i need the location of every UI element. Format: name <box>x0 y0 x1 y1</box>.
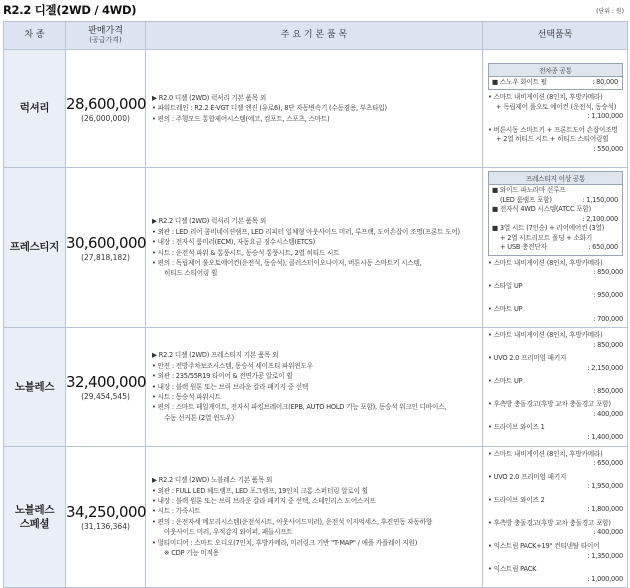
option-label: • 스마트 내비게이션 (8인치, 후방카메라) <box>488 93 603 102</box>
option-label: • 후측방 충돌경고(후방 교차 충돌경고 포함) <box>488 518 611 527</box>
option-item <box>488 565 623 584</box>
feature-line: • 편의 : 주행모드 통합제어시스템(에코, 컴포트, 스포츠, 스마트) <box>152 114 330 123</box>
table-row <box>4 328 628 446</box>
price-cell <box>66 446 146 588</box>
package-item-label: ■ 와이드 파노라마 선루프 <box>492 186 566 194</box>
header-price-sub: (공급가격) <box>89 35 122 44</box>
option-item <box>488 400 623 419</box>
feature-line: 히티드 스티어링 휠 <box>164 269 218 278</box>
package-item-label: + 2열 시트리모트 폴딩 + 소화기 <box>500 233 592 242</box>
option-label: • 스마트 내비게이션 (8인치, 후방카메라) <box>488 331 603 340</box>
table-row <box>4 50 628 168</box>
package-item-price: : 1,150,000 <box>582 195 618 204</box>
header-trim: 차 종 <box>4 22 66 50</box>
option-item <box>488 450 623 469</box>
feature-line: • 시트 : 가죽시트 <box>152 507 201 516</box>
feature-line: • 외관 : LED 리어 콤비네이션램프, LED 리피터 일체형 아웃사이드 미러, 루프랙, 도어손잡이 조명(프론트 도어) <box>152 227 460 236</box>
feature-line: • 파워트레인 : R2.2 E-VGT 디젤 엔진 (유로6), 8단 자동변속기 (수동겸용, 부츠타입) <box>152 104 387 113</box>
options-cell <box>483 328 628 446</box>
package-item-label: (LED 룸램프 포함) <box>500 195 552 204</box>
option-label: • 익스트림 PACK+19" 컨티넨탈 타이어 <box>488 541 600 550</box>
option-item <box>488 519 623 538</box>
sale-price: 30,600,000 <box>66 233 146 252</box>
option-label: • 드라이브 와이즈 1 <box>488 423 545 432</box>
package-body <box>489 185 622 255</box>
package-item <box>492 205 618 215</box>
option-price: : 1,350,000 <box>587 551 623 560</box>
package-item-price: : 80,000 <box>592 77 618 86</box>
page-title: R2.2 디젤(2WD / 4WD) <box>3 3 137 17</box>
feature-line: • 외관 : FULL LED 헤드램프, LED 포그램프, 19인치 크롬 스퍼터링 알로이 휠 <box>152 486 368 495</box>
package-item <box>492 224 618 234</box>
feature-line: 수동 선커튼 (2열 윈도우) <box>164 413 234 422</box>
package-box <box>488 63 623 91</box>
package-item <box>492 243 618 253</box>
option-label: + 2열 히티드 시트 + 히티드 스티어링휠 <box>496 135 609 144</box>
options-cell <box>483 50 628 168</box>
option-label: • 스마트 UP <box>488 377 523 386</box>
option-price: : 650,000 <box>593 459 623 468</box>
supply-price: (29,454,545) <box>81 391 130 401</box>
option-price: : 850,000 <box>593 386 623 395</box>
option-price: : 700,000 <box>593 314 623 323</box>
supply-price: (27,818,182) <box>81 252 130 262</box>
package-item <box>492 215 618 225</box>
feature-line: • 내장 : 블랙 원톤 또는 브릭 브라운 칼라 패키지 중 선택 <box>152 382 309 391</box>
supply-price: (31,136,364) <box>81 521 130 531</box>
feature-line: • 편의 : 운전자세 메모리시스템(운전석시트, 아웃사이드미러), 운전석 이지억세스, 후진연동 자동하향 <box>152 517 432 526</box>
option-label: • 후측방 충돌경고(후방 교차 충돌경고 포함) <box>488 400 611 409</box>
option-item <box>488 496 623 515</box>
sale-price: 34,250,000 <box>66 502 146 521</box>
feature-line: ▶ R2.2 디젤 (2WD) 노블레스 기본 품목 외 <box>152 476 273 485</box>
feature-line: • 멀티미디어 : 스마트 오디오(7인치, 후방카메라, 미러링크 기반 "T-MAP" / 애플 카플레이 지원) <box>152 538 418 547</box>
sale-price: 28,600,000 <box>66 94 146 113</box>
price-table <box>3 21 628 588</box>
package-header: 전차종 공통 <box>489 64 622 77</box>
price-cell <box>66 328 146 446</box>
option-price: : 1,800,000 <box>587 505 623 514</box>
option-item <box>488 126 623 155</box>
option-price: : 400,000 <box>593 409 623 418</box>
option-label: • 익스트림 PACK <box>488 565 537 574</box>
package-item-label: + USB 충전단자 <box>500 243 547 252</box>
package-item-price: : 2,100,000 <box>582 214 618 223</box>
option-price: : 1,400,000 <box>587 433 623 442</box>
option-item <box>488 473 623 492</box>
option-price: : 1,100,000 <box>587 112 623 121</box>
unit-label: (단위 : 원) <box>596 8 624 15</box>
price-cell <box>66 168 146 328</box>
trim-name: 노블레스 스페셜 <box>4 446 66 588</box>
feature-line: ▶ R2.2 디젤 (2WD) 럭셔리 기본 품목 외 <box>152 217 267 226</box>
table-body <box>4 50 628 588</box>
option-item <box>488 542 623 561</box>
feature-line: • 시트 : 운전석 파워 & 통풍시트, 동승석 통풍시트, 2열 히티드 시트 <box>152 248 340 257</box>
header-row <box>4 22 628 50</box>
feature-line: ※ CDP 기능 미적용 <box>164 549 219 558</box>
option-item <box>488 423 623 442</box>
option-price: : 2,150,000 <box>587 363 623 372</box>
package-item <box>492 196 618 206</box>
feature-line: • 외관 : 235/55R19 타이어 & 전면가공 알로이 휠 <box>152 372 293 381</box>
option-label: • 버튼시동 스마트키 + 프론트도어 손잡이조명 <box>488 125 618 134</box>
package-item-label: ■ 3열 시트 (7인승) + 리어에어컨 (3열) <box>492 224 605 233</box>
feature-line: • 편의 : 독립제어 풀오토에어컨(운전석, 동승석), 클러스터이오나이저, 버튼시동 스마트키 시스템, <box>152 258 422 267</box>
header-features: 주 요 기 본 품 목 <box>146 22 483 50</box>
trim-name: 프레스티지 <box>4 168 66 328</box>
package-item <box>492 234 618 244</box>
package-item-label: ■ 전자식 4WD 시스템(ATCC 포함) <box>492 205 591 214</box>
option-item <box>488 93 623 122</box>
feature-line: • 시트 : 동승석 파워시트 <box>152 393 221 402</box>
package-item <box>492 186 618 196</box>
trim-name: 럭셔리 <box>4 50 66 168</box>
options-cell <box>483 446 628 588</box>
trim-name: 노블레스 <box>4 328 66 446</box>
header-options: 선택품목 <box>483 22 628 50</box>
features-cell <box>146 168 483 328</box>
features-cell <box>146 50 483 168</box>
feature-line: • 내장 : 전자식 룸미러(ECM), 자동요금 징수시스템(ETCS) <box>152 238 316 247</box>
option-label: • UVO 2.0 프리미엄 패키지 <box>488 472 567 481</box>
feature-line: • 내장 : 블랙 원톤 또는 브릭 브라운 칼라 패키지 중 선택, 스테인리스 도어스커프 <box>152 497 376 506</box>
package-item-price: : 650,000 <box>588 243 618 252</box>
option-price: : 850,000 <box>593 268 623 277</box>
package-item <box>492 78 618 88</box>
option-label: + 독립제어 풀오토 에어컨 (운전석, 동승석) <box>496 102 617 111</box>
option-label: • 스마트 내비게이션 (8인치, 후방카메라) <box>488 449 603 458</box>
option-price: : 850,000 <box>593 340 623 349</box>
option-price: : 400,000 <box>593 528 623 537</box>
header-price-label: 판매가격 <box>88 25 123 36</box>
package-header: 프레스티지 이상 공통 <box>489 172 622 185</box>
option-item <box>488 282 623 301</box>
option-item <box>488 305 623 324</box>
option-label: • 스타일 UP <box>488 281 523 290</box>
header-price <box>66 22 146 50</box>
option-price: : 1,950,000 <box>587 482 623 491</box>
price-cell <box>66 50 146 168</box>
option-label: • 스마트 내비게이션 (8인치, 후방카메라) <box>488 258 603 267</box>
option-label: • UVO 2.0 프리미엄 패키지 <box>488 354 567 363</box>
table-row <box>4 168 628 328</box>
feature-line: ▶ R2.0 디젤 (2WD) 럭셔리 기본 품목 외 <box>152 93 267 102</box>
option-price: : 550,000 <box>593 144 623 153</box>
option-price: : 1,000,000 <box>587 574 623 583</box>
package-item-label: ■ 스노우 화이트 펄 <box>492 77 547 86</box>
feature-line: • 편의 : 스마트 테일게이트, 전자식 파킹브레이크(EPB, AUTO HOLD 기능 포함), 동승석 워크인 디바이스, <box>152 403 447 412</box>
option-item <box>488 377 623 396</box>
option-item <box>488 259 623 278</box>
table-row <box>4 446 628 588</box>
option-item <box>488 331 623 350</box>
option-label: • 드라이브 와이즈 2 <box>488 495 545 504</box>
feature-line: ▶ R2.2 디젤 (2WD) 프레스티지 기본 품목 외 <box>152 351 279 360</box>
supply-price: (26,000,000) <box>81 113 130 123</box>
feature-line: 아웃사이드 미러, 우적감지 와이퍼, 패들시프트 <box>164 528 293 537</box>
package-box <box>488 171 623 256</box>
feature-line: • 안전 : 전방주차보조시스템, 동승석 세이프티 파워윈도우 <box>152 361 313 370</box>
options-cell <box>483 168 628 328</box>
option-label: • 스마트 UP <box>488 305 523 314</box>
features-cell <box>146 446 483 588</box>
package-body <box>489 77 622 90</box>
features-cell <box>146 328 483 446</box>
sale-price: 32,400,000 <box>66 372 146 391</box>
option-price: : 950,000 <box>593 291 623 300</box>
option-item <box>488 354 623 373</box>
